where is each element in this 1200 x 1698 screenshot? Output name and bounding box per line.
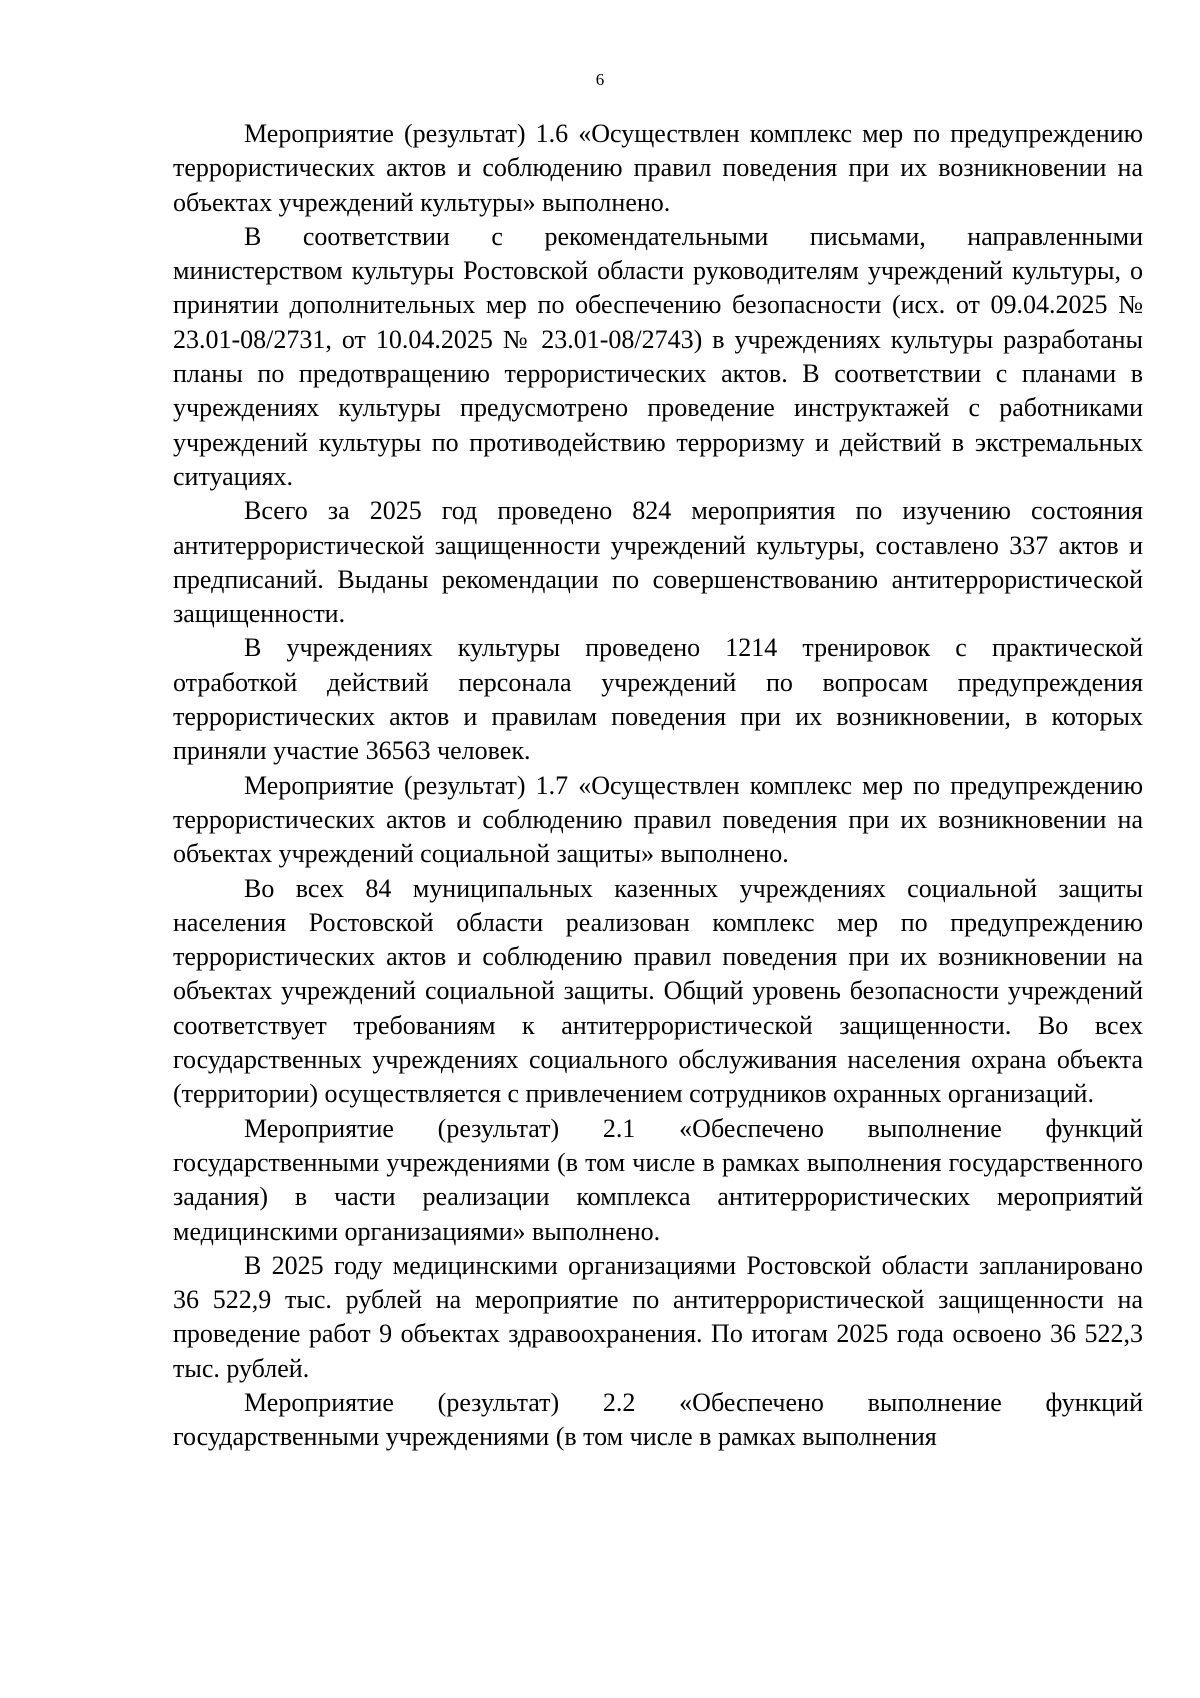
paragraph-measure-2-2: Мероприятие (результат) 2.2 «Обеспечено выполнение функций государственными учреждениями (в том числе в рамках выполнения (173, 1387, 1143, 1452)
paragraph-culture-trainings: В учреждениях культуры проведено 1214 тренировок с практической отработкой действий персонала учреждений по вопросам предупреждения террористических актов и правилам поведения при их возникновении, в которых приняли участие 36563 человек. (173, 633, 1143, 766)
paragraph-culture-inspections: Всего за 2025 год проведено 824 мероприятия по изучению состояния антитеррористической защищенности учреждений культуры, составлено 337 актов и предписаний. Выданы рекомендации по совершенствованию антитеррористической защищенности. (173, 496, 1143, 629)
paragraph-measure-1-7: Мероприятие (результат) 1.7 «Осуществлен комплекс мер по предупреждению террористических актов и соблюдению правил поведения при их возникновении на объектах учреждений социальной защиты» выполнено. (173, 770, 1143, 869)
paragraph-medical-funding: В 2025 году медицинскими организациями Ростовской области запланировано 36 522,9 тыс. рублей на мероприятие по антитеррористической защищенности на проведение работ 9 объектах здравоохранения. По итогам 2025 года освоено 36 522,3 тыс. рублей. (173, 1250, 1143, 1383)
document-body (173, 117, 1143, 1455)
paragraph-measure-2-1: Мероприятие (результат) 2.1 «Обеспечено выполнение функций государственными учреждениями (в том числе в рамках выполнения государственного задания) в части реализации комплекса антитеррористических мероприятий медицинскими организациями» выполнено. (173, 1113, 1143, 1246)
paragraph-culture-letters: В соответствии с рекомендательными письмами, направленными министерством культуры Ростовской области руководителям учреждений культуры, о принятии дополнительных мер по обеспечению безопасности (исх. от 09.04.2025 № 23.01-08/2731, от 10.04.2025 № 23.01-08/2743) в учреждениях культуры разработаны планы по предотвращению террористических актов. В соответствии с планами в учреждениях культуры предусмотрено проведение инструктажей с работниками учреждений культуры по противодействию терроризму и действий в экстремальных ситуациях. (173, 221, 1143, 491)
paragraph-social-protection: Во всех 84 муниципальных казенных учреждениях социальной защиты населения Ростовской области реализован комплекс мер по предупреждению террористических актов и соблюдению правил поведения при их возникновении на объектах учреждений социальной защиты. Общий уровень безопасности учреждений соответствует требованиям к антитеррористической защищенности. Во всех государственных учреждениях социального обслуживания населения охрана объекта (территории) осуществляется с привлечением сотрудников охранных организаций. (173, 873, 1143, 1109)
page-number: 6 (595, 70, 605, 89)
paragraph-measure-1-6: Мероприятие (результат) 1.6 «Осуществлен комплекс мер по предупреждению террористических актов и соблюдению правил поведения при их возникновении на объектах учреждений культуры» выполнено. (173, 119, 1143, 217)
